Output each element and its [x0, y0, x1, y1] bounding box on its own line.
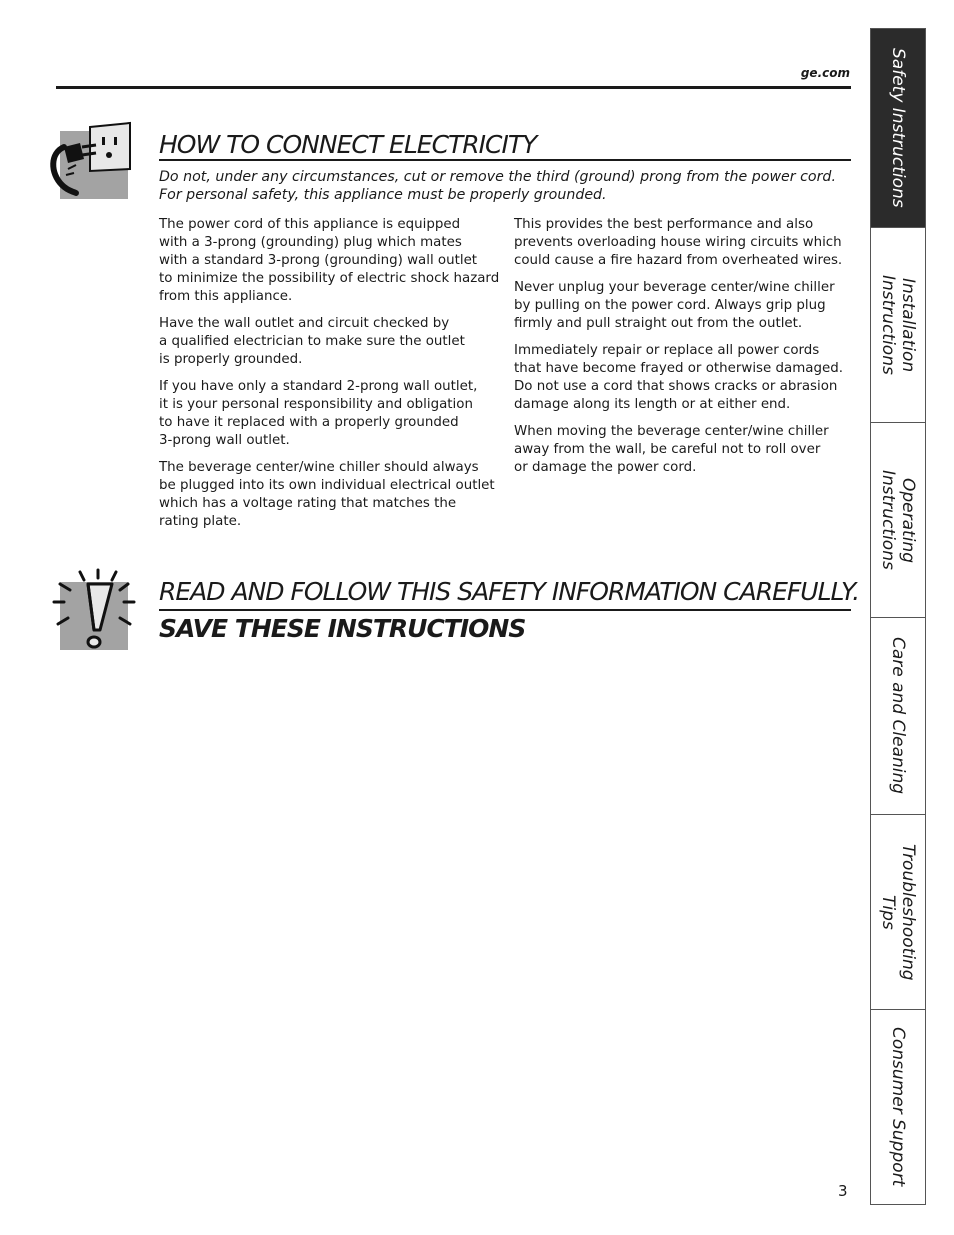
text-line: which has a voltage rating that matches the	[159, 496, 457, 511]
text-line: The power cord of this appliance is equipped	[159, 217, 461, 232]
tab-troubleshooting-tips[interactable]	[871, 814, 925, 1009]
text-line: This provides the best performance and also	[514, 217, 814, 232]
tab-consumer-support[interactable]	[871, 1009, 925, 1204]
text-line: that have become frayed or otherwise damaged.	[514, 361, 843, 376]
section-tabs	[870, 28, 926, 1205]
warning-exclamation-icon	[60, 582, 128, 650]
text-line: or damage the power cord.	[514, 460, 697, 475]
page-number: 3	[838, 1182, 848, 1200]
text-line: with a standard 3-prong (grounding) wall outlet	[159, 253, 478, 268]
text-line: When moving the beverage center/wine chiller	[514, 424, 829, 439]
site-url: ge.com	[800, 66, 850, 80]
text-line: Immediately repair or replace all power cords	[514, 343, 820, 358]
tab-installation-instructions[interactable]	[871, 227, 925, 422]
tab-label: Installation Instructions	[878, 275, 918, 375]
text-line: a qualified electrician to make sure the outlet	[159, 334, 465, 349]
text-line: 3-prong wall outlet.	[159, 433, 290, 448]
tab-label: Troubleshooting Tips	[878, 843, 918, 981]
text-line: it is your personal responsibility and obligation	[159, 397, 473, 412]
header-rule	[56, 86, 851, 89]
tab-label: Operating Instructions	[878, 470, 918, 570]
paragraph	[514, 342, 844, 414]
tab-label: Safety Instructions	[888, 48, 908, 208]
safety-title-rule	[159, 609, 851, 611]
right-column	[514, 216, 844, 486]
text-line: rating plate.	[159, 514, 242, 529]
text-line: is properly grounded.	[159, 352, 303, 367]
connect-warning	[159, 168, 849, 204]
text-line: firmly and pull straight out from the outlet.	[514, 316, 803, 331]
save-instructions-heading: SAVE THESE INSTRUCTIONS	[159, 614, 526, 643]
paragraph	[514, 216, 844, 270]
text-line: damage along its length or at either end.	[514, 397, 791, 412]
text-line: to have it replaced with a properly grounded	[159, 415, 459, 430]
connect-title: HOW TO CONNECT ELECTRICITY	[159, 130, 537, 159]
paragraph	[514, 279, 844, 333]
tab-care-and-cleaning[interactable]	[871, 617, 925, 814]
text-line: by pulling on the power cord. Always grip plug	[514, 298, 826, 313]
paragraph	[159, 216, 499, 306]
text-line: Have the wall outlet and circuit checked by	[159, 316, 450, 331]
power-plug-icon	[60, 131, 128, 199]
text-line: from this appliance.	[159, 289, 293, 304]
text-line: away from the wall, be careful not to roll over	[514, 442, 821, 457]
connect-title-rule	[159, 159, 851, 161]
warning-line: Do not, under any circumstances, cut or remove the third (ground) prong from the power cord.	[159, 169, 836, 185]
text-line: be plugged into its own individual electrical outlet	[159, 478, 495, 493]
tab-label: Care and Cleaning	[888, 637, 908, 795]
text-line: could cause a fire hazard from overheated wires.	[514, 253, 843, 268]
paragraph	[159, 315, 499, 369]
tab-safety-instructions[interactable]	[871, 29, 925, 227]
text-line: with a 3-prong (grounding) plug which mates	[159, 235, 462, 250]
paragraph	[514, 423, 844, 477]
text-line: Never unplug your beverage center/wine chiller	[514, 280, 835, 295]
paragraph	[159, 459, 499, 531]
tab-operating-instructions[interactable]	[871, 422, 925, 617]
text-line: Do not use a cord that shows cracks or abrasion	[514, 379, 838, 394]
text-line: to minimize the possibility of electric shock hazard	[159, 271, 500, 286]
text-line: prevents overloading house wiring circuits which	[514, 235, 842, 250]
text-line: The beverage center/wine chiller should always	[159, 460, 479, 475]
paragraph	[159, 378, 499, 450]
text-line: If you have only a standard 2-prong wall outlet,	[159, 379, 478, 394]
safety-title: READ AND FOLLOW THIS SAFETY INFORMATION CAREFULLY.	[159, 577, 860, 606]
warning-line: For personal safety, this appliance must be properly grounded.	[159, 187, 607, 203]
tab-label: Consumer Support	[888, 1027, 908, 1187]
left-column	[159, 216, 499, 540]
